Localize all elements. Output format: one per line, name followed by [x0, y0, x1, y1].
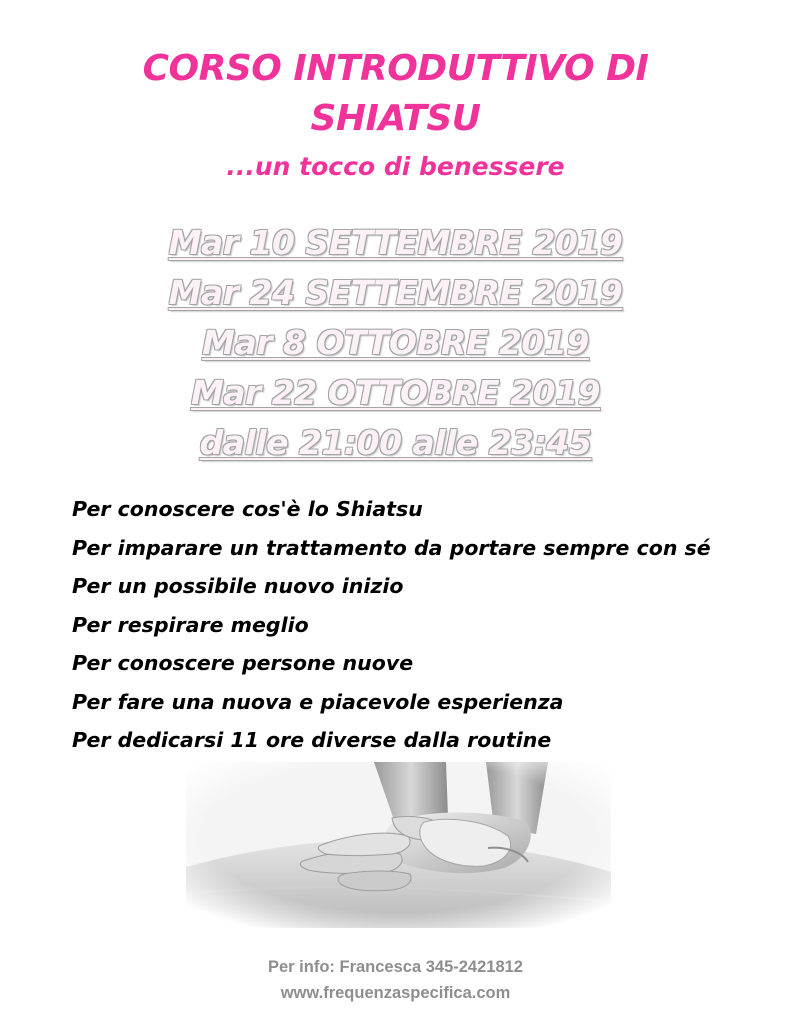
benefit-item: Per dedicarsi 11 ore diverse dalla routine: [72, 728, 552, 752]
subtitle: ...un tocco di benessere: [226, 152, 565, 181]
benefit-item: Per respirare meglio: [72, 612, 309, 637]
time-range: dalle 21:00 alle 23:45: [199, 423, 592, 462]
benefit-item: Per un possibile nuovo inizio: [72, 574, 404, 598]
date-2: Mar 24 SETTEMBRE 2019: [168, 273, 623, 312]
website-url: www.frequenzaspecifica.com: [280, 984, 511, 1002]
shiatsu-hands-photo: [186, 762, 611, 928]
benefit-item: Per conoscere persone nuove: [72, 651, 414, 675]
title-line-2: SHIATSU: [310, 98, 481, 139]
contact-info: Per info: Francesca 345-2421812: [268, 958, 523, 976]
benefit-item: Per fare una nuova e piacevole esperienza: [72, 689, 564, 714]
date-3: Mar 8 OTTOBRE 2019: [202, 323, 589, 362]
date-4: Mar 22 OTTOBRE 2019: [190, 373, 601, 412]
benefits-list: [72, 490, 711, 760]
benefit-item: Per imparare un trattamento da portare sempre con sé: [72, 535, 711, 560]
title-line-1: CORSO INTRODUTTIVO DI: [142, 48, 649, 89]
benefit-item: Per conoscere cos'è lo Shiatsu: [72, 497, 423, 521]
schedule-dates: [0, 218, 791, 468]
date-1: Mar 10 SETTEMBRE 2019: [168, 223, 623, 262]
